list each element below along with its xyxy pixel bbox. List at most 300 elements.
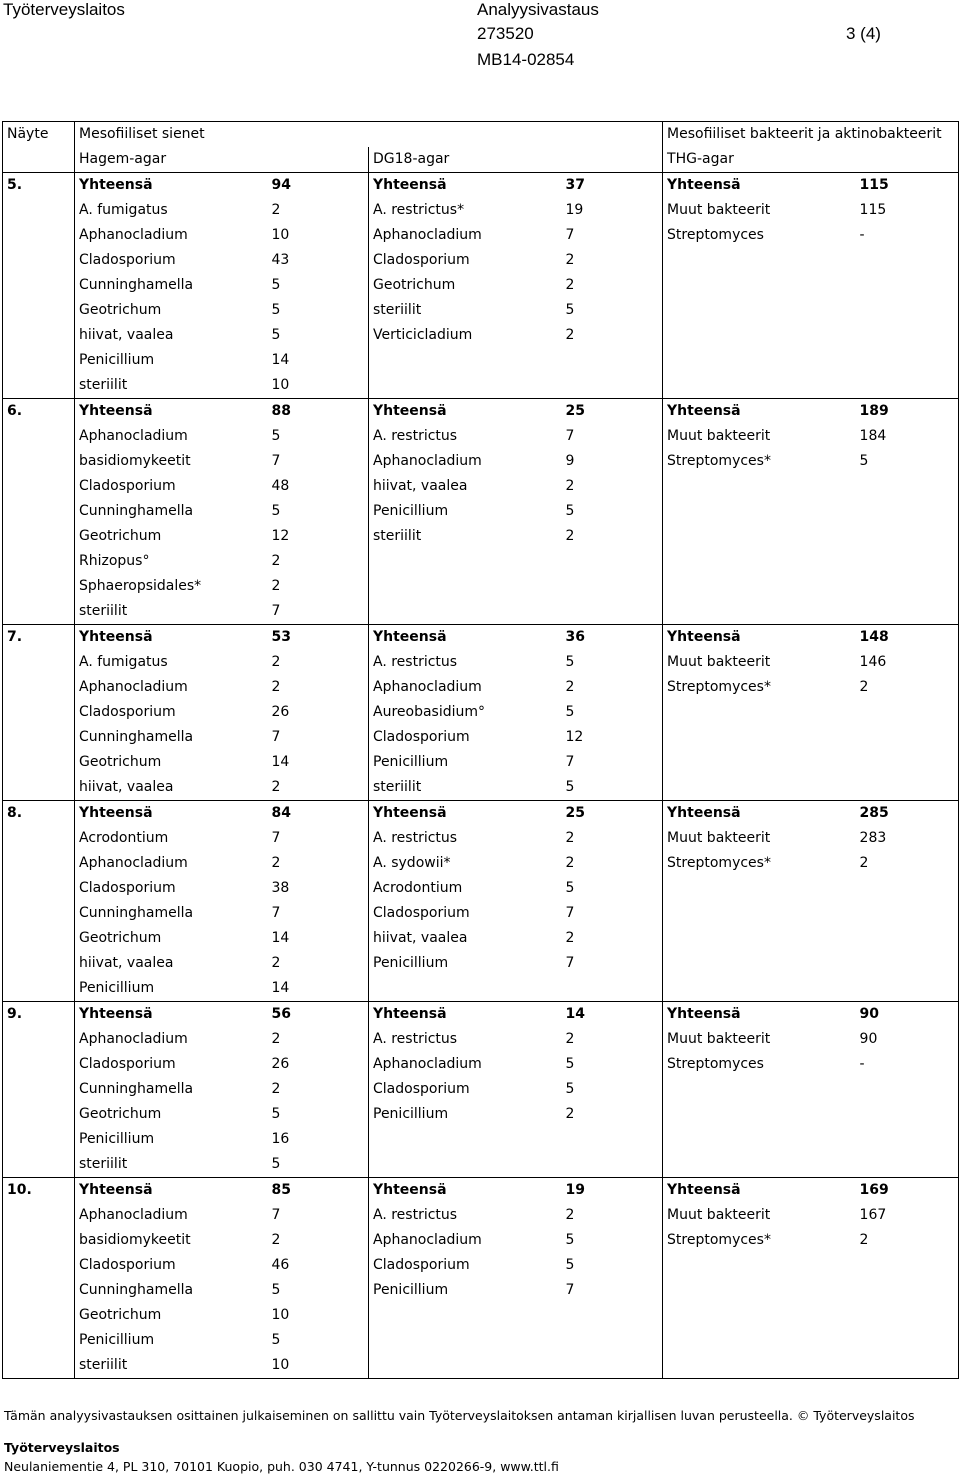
table-row <box>3 1353 959 1379</box>
hagem-count: 10 <box>272 1353 369 1379</box>
table-row <box>3 223 959 248</box>
dg18-taxon <box>369 1328 566 1353</box>
dg18-taxon: Penicillium <box>369 1278 566 1303</box>
hagem-taxon: Yhteensä <box>75 801 272 827</box>
thg-count: 5 <box>860 449 959 474</box>
dg18-count: 5 <box>565 654 575 670</box>
dg18-count <box>566 1303 663 1328</box>
sample-id <box>3 926 75 951</box>
sample-id: 10. <box>3 1178 75 1204</box>
hagem-count: 5 <box>271 1332 281 1348</box>
dg18-count: 5 <box>565 1081 575 1097</box>
sample-id <box>3 851 75 876</box>
table-row <box>3 1228 959 1253</box>
table-row <box>3 700 959 725</box>
thg-taxon <box>663 700 860 725</box>
thg-taxon <box>663 876 860 901</box>
sample-total-row <box>3 399 959 425</box>
dg18-taxon: Aphanocladium <box>369 223 566 248</box>
sample-id <box>3 198 75 223</box>
hagem-count: 38 <box>271 880 290 896</box>
page-number: 3 (4) <box>846 24 881 43</box>
hagem-count: 5 <box>271 327 281 343</box>
sample-id <box>3 1027 75 1052</box>
table-row <box>3 775 959 801</box>
dg18-taxon <box>369 574 566 599</box>
dg18-count: 2 <box>565 478 575 494</box>
thg-taxon: Yhteensä <box>663 625 860 651</box>
hagem-taxon: steriilit <box>75 1152 272 1178</box>
thg-count: 169 <box>860 1178 959 1204</box>
hagem-count: 10 <box>271 377 290 393</box>
hagem-count: 2 <box>271 779 281 795</box>
dg18-taxon: Aphanocladium <box>369 1052 566 1077</box>
hagem-taxon: Penicillium <box>75 1127 272 1152</box>
col-sample-header: Näyte <box>3 122 75 148</box>
hagem-taxon: hiivat, vaalea <box>75 951 272 976</box>
dg18-count: 2 <box>565 1207 575 1223</box>
dg18-count: 19 <box>566 1178 663 1204</box>
thg-taxon: Muut bakteerit <box>663 826 860 851</box>
hagem-taxon: Cunninghamella <box>75 499 272 524</box>
dg18-count: 2 <box>565 327 575 343</box>
thg-count <box>860 524 959 549</box>
hagem-count: 14 <box>271 930 290 946</box>
thg-count <box>860 750 959 775</box>
hagem-taxon: Geotrichum <box>75 1303 272 1328</box>
dg18-count: 2 <box>565 1031 575 1047</box>
hagem-count: 16 <box>271 1131 290 1147</box>
hagem-count: 2 <box>271 553 281 569</box>
dg18-taxon: Aureobasidium° <box>369 700 566 725</box>
sample-id <box>3 951 75 976</box>
thg-count: 90 <box>860 1002 959 1028</box>
table-body <box>3 173 959 1379</box>
hagem-taxon: Geotrichum <box>75 1102 272 1127</box>
hagem-count: 2 <box>271 679 281 695</box>
thg-taxon <box>663 1353 860 1379</box>
thg-taxon: Yhteensä <box>663 1002 860 1028</box>
dg18-taxon: Cladosporium <box>369 901 566 926</box>
hagem-count: 84 <box>272 801 369 827</box>
dg18-taxon: Penicillium <box>369 951 566 976</box>
dg18-taxon: A. restrictus <box>369 1027 566 1052</box>
dg18-taxon: Cladosporium <box>369 248 566 273</box>
hagem-taxon: Penicillium <box>75 348 272 373</box>
dg18-taxon: Yhteensä <box>369 173 566 199</box>
table-row <box>3 198 959 223</box>
dg18-taxon: Penicillium <box>369 1102 566 1127</box>
thg-count <box>860 373 959 399</box>
thg-count: 285 <box>860 801 959 827</box>
thg-taxon <box>663 248 860 273</box>
dg18-count: 2 <box>565 252 575 268</box>
dg18-taxon <box>369 549 566 574</box>
hagem-count: 5 <box>271 302 281 318</box>
sample-id <box>3 248 75 273</box>
thg-count <box>860 549 959 574</box>
table-row <box>3 650 959 675</box>
dg18-count <box>566 549 663 574</box>
sample-id <box>3 273 75 298</box>
thg-taxon <box>663 1077 860 1102</box>
hagem-taxon: Cladosporium <box>75 474 272 499</box>
thg-taxon <box>663 1102 860 1127</box>
hagem-count: 7 <box>271 1207 281 1223</box>
dg18-taxon: Cladosporium <box>369 725 566 750</box>
thg-count: - <box>860 1052 959 1077</box>
dg18-count: 14 <box>566 1002 663 1028</box>
sample-total-row <box>3 173 959 199</box>
thg-count <box>860 1152 959 1178</box>
sample-total-row <box>3 1178 959 1204</box>
thg-taxon <box>663 574 860 599</box>
dg18-count <box>566 976 663 1002</box>
hagem-taxon: Yhteensä <box>75 1002 272 1028</box>
sample-id <box>3 323 75 348</box>
thg-count <box>860 700 959 725</box>
hagem-taxon: Aphanocladium <box>75 675 272 700</box>
dg18-taxon: Yhteensä <box>369 1178 566 1204</box>
thg-count <box>860 1303 959 1328</box>
hagem-taxon: Penicillium <box>75 976 272 1002</box>
dg18-count: 5 <box>565 1232 575 1248</box>
thg-taxon: Muut bakteerit <box>663 198 860 223</box>
hagem-taxon: steriilit <box>75 373 272 399</box>
thg-taxon <box>663 373 860 399</box>
dg18-taxon <box>369 348 566 373</box>
table-row <box>3 1203 959 1228</box>
table-row <box>3 976 959 1002</box>
hagem-count: 7 <box>271 453 281 469</box>
sample-id <box>3 449 75 474</box>
hagem-count: 2 <box>271 1232 281 1248</box>
sample-id <box>3 1278 75 1303</box>
hagem-count: 7 <box>271 603 281 619</box>
thg-taxon: Streptomyces* <box>663 675 860 700</box>
sample-id <box>3 424 75 449</box>
sample-id <box>3 348 75 373</box>
hagem-taxon: Sphaeropsidales* <box>75 574 272 599</box>
dg18-count: 5 <box>565 1257 575 1273</box>
sample-id <box>3 1228 75 1253</box>
dg18-count <box>566 574 663 599</box>
hagem-taxon: Cladosporium <box>75 1052 272 1077</box>
dg18-count: 2 <box>565 855 575 871</box>
thg-taxon <box>663 1152 860 1178</box>
hagem-count: 85 <box>272 1178 369 1204</box>
sample-id: 9. <box>3 1002 75 1028</box>
hagem-taxon: basidiomykeetit <box>75 449 272 474</box>
hagem-taxon: steriilit <box>75 599 272 625</box>
table-row <box>3 298 959 323</box>
results-table <box>2 121 959 1379</box>
document-header <box>0 0 960 80</box>
hagem-taxon: Cladosporium <box>75 876 272 901</box>
dg18-taxon: Geotrichum <box>369 273 566 298</box>
dg18-count: 2 <box>565 277 575 293</box>
sample-id <box>3 599 75 625</box>
table-row <box>3 1253 959 1278</box>
table-row <box>3 826 959 851</box>
hagem-count: 5 <box>271 428 281 444</box>
dg18-count: 7 <box>565 754 575 770</box>
doc-number: 273520 <box>477 24 534 43</box>
dg18-count <box>566 348 663 373</box>
media-hagem: Hagem-agar <box>75 147 369 173</box>
dg18-taxon: hiivat, vaalea <box>369 474 566 499</box>
hagem-taxon: Geotrichum <box>75 926 272 951</box>
hagem-count: 7 <box>271 905 281 921</box>
hagem-count: 43 <box>271 252 290 268</box>
sample-id <box>3 700 75 725</box>
dg18-count: 2 <box>565 679 575 695</box>
dg18-taxon <box>369 1303 566 1328</box>
dg18-taxon: steriilit <box>369 775 566 801</box>
col-bacteria-header: Mesofiiliset bakteerit ja aktinobakteerit <box>663 122 959 148</box>
thg-count <box>860 298 959 323</box>
dg18-count: 2 <box>565 930 575 946</box>
table-row <box>3 499 959 524</box>
sample-id <box>3 1203 75 1228</box>
dg18-count: 36 <box>566 625 663 651</box>
table-row <box>3 474 959 499</box>
thg-count <box>860 1253 959 1278</box>
thg-count: 167 <box>860 1203 959 1228</box>
table-row <box>3 323 959 348</box>
dg18-taxon: A. sydowii* <box>369 851 566 876</box>
dg18-taxon: Yhteensä <box>369 801 566 827</box>
table-row <box>3 750 959 775</box>
col-fungi-header: Mesofiiliset sienet <box>75 122 663 148</box>
hagem-count: 2 <box>271 1081 281 1097</box>
thg-taxon: Yhteensä <box>663 399 860 425</box>
sample-id <box>3 675 75 700</box>
thg-taxon <box>663 348 860 373</box>
thg-taxon <box>663 1303 860 1328</box>
hagem-taxon: Cladosporium <box>75 1253 272 1278</box>
hagem-count: 2 <box>271 202 281 218</box>
dg18-taxon: A. restrictus <box>369 1203 566 1228</box>
dg18-count <box>566 1127 663 1152</box>
hagem-taxon: Aphanocladium <box>75 1027 272 1052</box>
thg-taxon <box>663 1328 860 1353</box>
table-row <box>3 599 959 625</box>
hagem-count: 2 <box>271 855 281 871</box>
hagem-count: 2 <box>271 955 281 971</box>
sample-ref: MB14-02854 <box>477 50 575 69</box>
hagem-taxon: Cladosporium <box>75 248 272 273</box>
hagem-taxon: A. fumigatus <box>75 650 272 675</box>
hagem-count: 14 <box>271 352 290 368</box>
sample-id <box>3 1077 75 1102</box>
hagem-count: 10 <box>271 1307 290 1323</box>
table-row <box>3 1127 959 1152</box>
table-row <box>3 1328 959 1353</box>
hagem-count: 5 <box>271 1156 281 1172</box>
dg18-count: 7 <box>565 955 575 971</box>
dg18-taxon <box>369 1353 566 1379</box>
sample-id: 8. <box>3 801 75 827</box>
hagem-taxon: A. fumigatus <box>75 198 272 223</box>
sample-id <box>3 775 75 801</box>
dg18-taxon: A. restrictus <box>369 424 566 449</box>
thg-count: 184 <box>860 424 959 449</box>
thg-taxon <box>663 524 860 549</box>
thg-taxon <box>663 750 860 775</box>
thg-taxon <box>663 951 860 976</box>
hagem-taxon: Cunninghamella <box>75 1077 272 1102</box>
dg18-taxon <box>369 1127 566 1152</box>
sample-id <box>3 1127 75 1152</box>
dg18-taxon: Acrodontium <box>369 876 566 901</box>
thg-count <box>860 1353 959 1379</box>
table-row <box>3 524 959 549</box>
thg-taxon <box>663 926 860 951</box>
table-row <box>3 926 959 951</box>
sample-id <box>3 474 75 499</box>
sample-id <box>3 1328 75 1353</box>
hagem-count: 7 <box>271 830 281 846</box>
dg18-taxon: Penicillium <box>369 499 566 524</box>
hagem-taxon: Cladosporium <box>75 700 272 725</box>
thg-taxon <box>663 599 860 625</box>
table-row <box>3 449 959 474</box>
thg-count: 148 <box>860 625 959 651</box>
dg18-count: 12 <box>565 729 584 745</box>
hagem-taxon: Cunninghamella <box>75 273 272 298</box>
hagem-taxon: Geotrichum <box>75 524 272 549</box>
hagem-count: 94 <box>272 173 369 199</box>
table-row <box>3 901 959 926</box>
sample-total-row <box>3 1002 959 1028</box>
dg18-count: 7 <box>565 227 575 243</box>
media-thg: THG-agar <box>663 147 959 173</box>
sample-id <box>3 976 75 1002</box>
thg-count <box>860 901 959 926</box>
thg-count: - <box>860 223 959 248</box>
sample-id <box>3 826 75 851</box>
hagem-count: 2 <box>271 654 281 670</box>
dg18-count: 2 <box>565 528 575 544</box>
thg-taxon <box>663 1253 860 1278</box>
dg18-count <box>566 373 663 399</box>
thg-taxon <box>663 901 860 926</box>
dg18-taxon: A. restrictus <box>369 826 566 851</box>
dg18-count: 37 <box>566 173 663 199</box>
table-row <box>3 348 959 373</box>
dg18-count: 25 <box>566 399 663 425</box>
hagem-count: 26 <box>271 1056 290 1072</box>
dg18-count: 5 <box>565 779 575 795</box>
thg-count <box>860 926 959 951</box>
thg-taxon <box>663 549 860 574</box>
hagem-count: 7 <box>271 729 281 745</box>
sample-id <box>3 223 75 248</box>
hagem-taxon: Geotrichum <box>75 750 272 775</box>
table-row <box>3 273 959 298</box>
hagem-count: 26 <box>271 704 290 720</box>
thg-count: 115 <box>860 173 959 199</box>
thg-count <box>860 1127 959 1152</box>
thg-taxon <box>663 298 860 323</box>
dg18-taxon: Cladosporium <box>369 1077 566 1102</box>
dg18-count: 5 <box>565 880 575 896</box>
media-header-row <box>3 147 959 173</box>
hagem-count: 5 <box>271 1282 281 1298</box>
hagem-taxon: Cunninghamella <box>75 901 272 926</box>
hagem-taxon: hiivat, vaalea <box>75 775 272 801</box>
dg18-taxon <box>369 599 566 625</box>
thg-taxon <box>663 1278 860 1303</box>
sample-id: 5. <box>3 173 75 199</box>
sample-id <box>3 1152 75 1178</box>
hagem-taxon: Rhizopus° <box>75 549 272 574</box>
hagem-taxon: Aphanocladium <box>75 223 272 248</box>
sample-id <box>3 499 75 524</box>
dg18-taxon: Aphanocladium <box>369 1228 566 1253</box>
thg-taxon: Yhteensä <box>663 801 860 827</box>
sample-id <box>3 650 75 675</box>
sample-id <box>3 750 75 775</box>
sample-id <box>3 1052 75 1077</box>
table-row <box>3 951 959 976</box>
sample-id: 6. <box>3 399 75 425</box>
thg-taxon <box>663 976 860 1002</box>
dg18-count: 5 <box>565 302 575 318</box>
hagem-taxon: Cunninghamella <box>75 725 272 750</box>
hagem-count: 48 <box>271 478 290 494</box>
hagem-count: 88 <box>272 399 369 425</box>
thg-taxon <box>663 499 860 524</box>
hagem-count: 10 <box>271 227 290 243</box>
hagem-taxon: Aphanocladium <box>75 424 272 449</box>
table-row <box>3 1303 959 1328</box>
hagem-taxon: Yhteensä <box>75 625 272 651</box>
hagem-count: 12 <box>271 528 290 544</box>
sample-id <box>3 574 75 599</box>
dg18-count: 7 <box>565 428 575 444</box>
hagem-taxon: steriilit <box>75 1353 272 1379</box>
thg-count: 2 <box>860 851 959 876</box>
dg18-taxon: Verticicladium <box>369 323 566 348</box>
hagem-count: 53 <box>272 625 369 651</box>
thg-count <box>860 474 959 499</box>
dg18-taxon <box>369 1152 566 1178</box>
thg-taxon: Streptomyces <box>663 223 860 248</box>
dg18-count <box>566 599 663 625</box>
sample-id <box>3 298 75 323</box>
thg-taxon: Streptomyces* <box>663 1228 860 1253</box>
sample-total-row <box>3 801 959 827</box>
dg18-count <box>566 1328 663 1353</box>
hagem-taxon: hiivat, vaalea <box>75 323 272 348</box>
table-row <box>3 725 959 750</box>
dg18-taxon: steriilit <box>369 298 566 323</box>
table-row <box>3 851 959 876</box>
dg18-count: 5 <box>565 503 575 519</box>
dg18-count: 2 <box>565 830 575 846</box>
thg-count <box>860 273 959 298</box>
thg-taxon: Streptomyces* <box>663 851 860 876</box>
dg18-count: 19 <box>565 202 584 218</box>
dg18-taxon: A. restrictus <box>369 650 566 675</box>
dg18-taxon: Cladosporium <box>369 1253 566 1278</box>
thg-taxon: Muut bakteerit <box>663 424 860 449</box>
thg-taxon <box>663 323 860 348</box>
table-row <box>3 1027 959 1052</box>
dg18-count: 7 <box>565 905 575 921</box>
